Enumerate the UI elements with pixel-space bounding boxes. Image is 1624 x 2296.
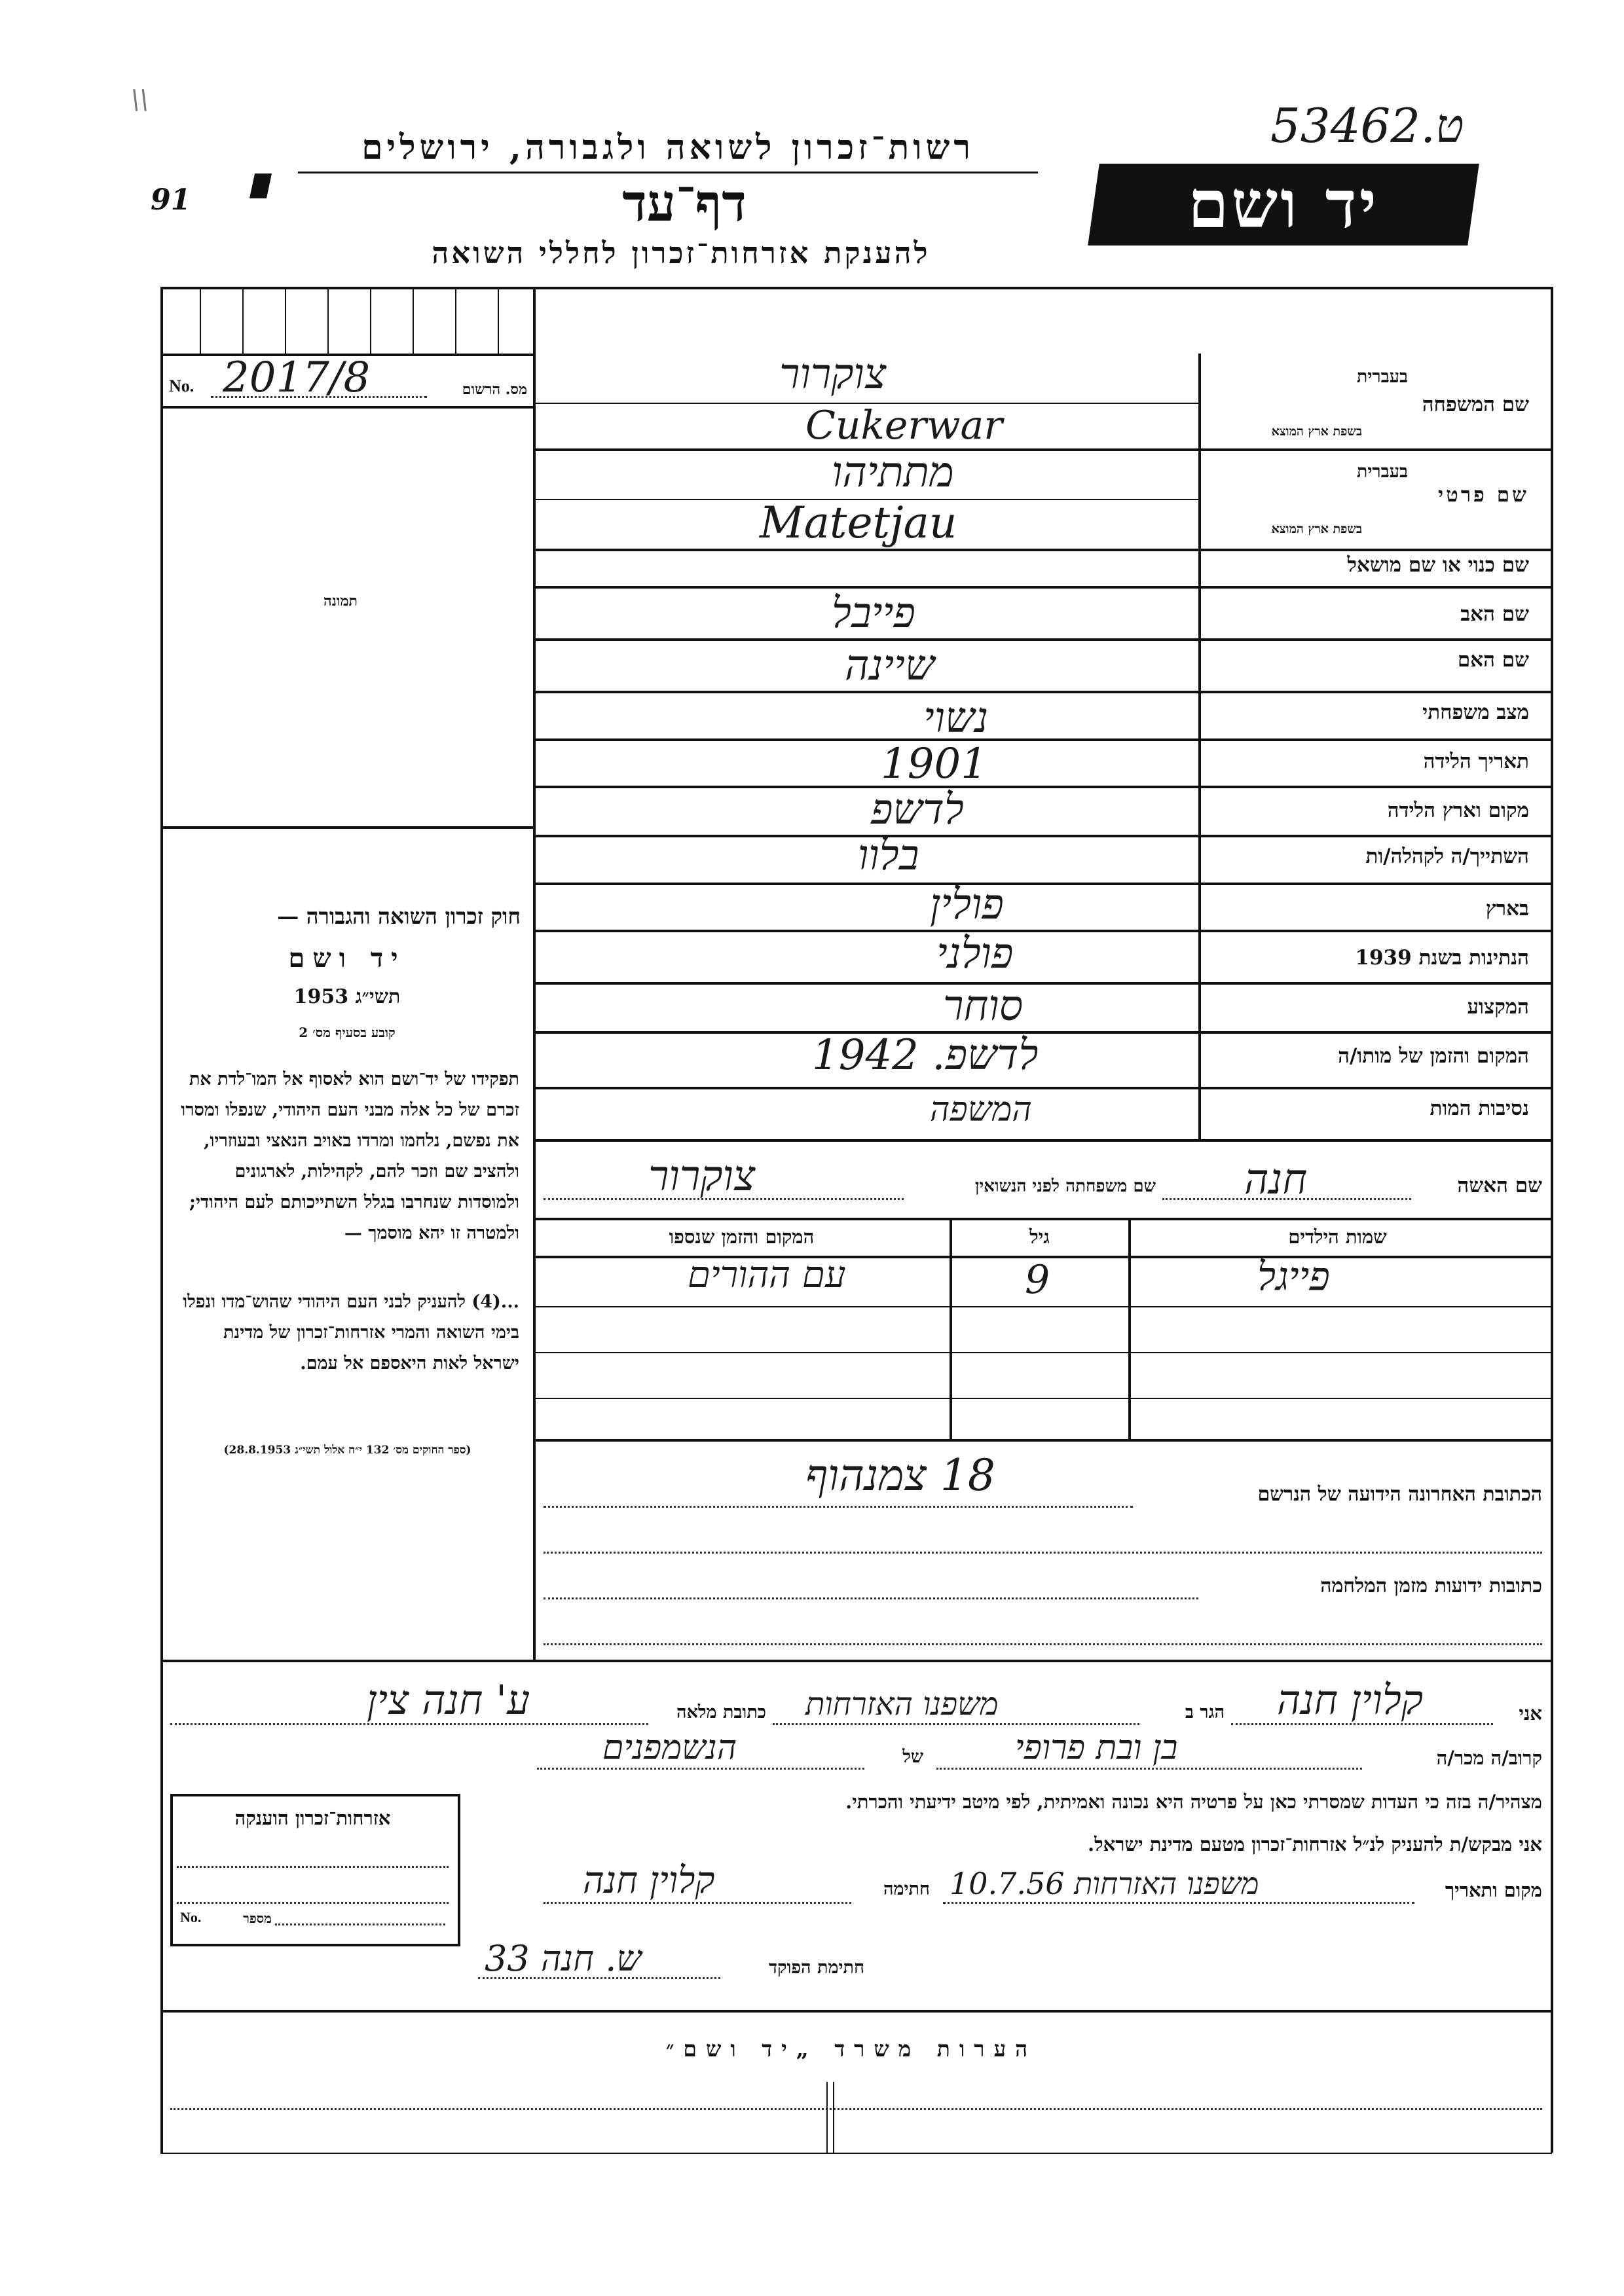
frame-top <box>160 287 1552 289</box>
birth-date-value: 1901 <box>881 740 987 788</box>
address-value: 18 צמנהוף <box>805 1450 995 1501</box>
page-number: 91 <box>151 183 191 217</box>
signature-label: חתימה <box>883 1879 930 1899</box>
frame-left <box>160 287 163 2153</box>
form-title: דף־עד <box>622 173 747 233</box>
law-year: תשי״ג 1953 <box>293 985 401 1008</box>
family-name-hebrew: צוקרור <box>779 350 887 399</box>
archive-number: 53ט.462 <box>1270 98 1464 153</box>
citizenship-label: הנתינות בשנת 1939 <box>1355 946 1529 970</box>
family-name-origin-label: בשפת ארץ המוצא <box>1271 424 1362 439</box>
family-name-origin: Cukerwar <box>805 403 1003 448</box>
child-name: פייגל <box>1257 1254 1330 1300</box>
mother-value: שיינה <box>845 642 935 690</box>
page-mark <box>249 173 272 198</box>
form-subtitle: להענקת אזרחות־זכרון לחללי השואה <box>432 236 931 270</box>
notes-title: הערות משרד „יד ושם״ <box>665 2036 1037 2062</box>
profession-value: סוחר <box>943 982 1024 1030</box>
first-name-hebrew: מתתיהו <box>832 448 954 497</box>
marital-label: מצב משפחתי <box>1422 701 1529 724</box>
children-header-names: שמות הילדים <box>1288 1226 1387 1248</box>
wife-label: שם האשה <box>1457 1174 1542 1197</box>
death-cause-label: נסיבות המות <box>1430 1097 1529 1120</box>
child-fate: עם ההורים <box>688 1254 846 1296</box>
father-label: שם האב <box>1460 602 1529 626</box>
declarant-name: קלוין חנה <box>1277 1676 1423 1724</box>
marital-value: נשוי <box>923 694 989 742</box>
nickname-label: שם כנוי או שם מושאל <box>1347 553 1529 577</box>
citizenship-no-label: No. <box>180 1909 202 1925</box>
maiden-name-label: שם משפחתה לפני הנשואין <box>974 1176 1156 1196</box>
statement-request: אני מבקש/ת להעניק לנ״ל אזרחות־זכרון מטעם מדינת ישראל. <box>1088 1833 1542 1855</box>
law-name: יד ושם <box>288 943 406 974</box>
law-title: חוק זכרון השואה והגבורה — <box>277 903 521 929</box>
law-citation: (ספר החוקים מס׳ 132 י״ח אלול תשי״ג 28.8.1953) <box>223 1444 471 1457</box>
logo-text: יד ושם <box>1188 166 1379 243</box>
registration-label: מס. הרשום <box>462 381 527 398</box>
birth-date-label: תאריך הלידה <box>1423 750 1529 773</box>
of-label: של <box>902 1747 923 1767</box>
statement-truth: מצהיר/ה בזה כי העדות שמסרתי כאן על פרטיה היא נכונה ואמיתית, לפי מיטב ידיעתי והכרתי. <box>845 1791 1542 1813</box>
label-column-divider <box>1198 354 1201 1139</box>
birth-place-label: מקום וארץ הלידה <box>1387 799 1529 822</box>
corner-mark: \\ <box>131 85 149 115</box>
maiden-name-value: צוקרור <box>648 1152 756 1201</box>
birth-place-value: לדשפ <box>871 786 964 834</box>
full-address-label: כתובת מלאה <box>676 1702 766 1722</box>
resides-value: משפנו האזרחות <box>805 1686 999 1722</box>
left-column-divider <box>533 288 536 1660</box>
child-age: 9 <box>1025 1257 1050 1303</box>
first-name-origin-label: בשפת ארץ המוצא <box>1271 522 1362 536</box>
officer-signature-value: ש. חנה 33 <box>485 1938 642 1979</box>
first-name-label: שם פרטי <box>1437 483 1529 507</box>
children-header-place: המקום והזמן שנספו <box>669 1226 815 1248</box>
authority-name: רשות־זכרון לשואה ולגבורה, ירושלים <box>361 128 974 168</box>
of-value: הנשמפנים <box>602 1728 737 1768</box>
wartime-address-label: כתובות ידועות מזמן המלחמה <box>1320 1575 1542 1597</box>
family-name-hebrew-label: בעברית <box>1356 367 1408 387</box>
father-value: פייבל <box>832 589 915 638</box>
mother-label: שם האם <box>1457 648 1529 672</box>
law-clause: קובע בסעיף מס׳ 2 <box>299 1025 396 1040</box>
place-date-label: מקום ותאריך <box>1445 1879 1542 1901</box>
full-address-value: ע' חנה צין <box>367 1676 530 1724</box>
citizenship-number-label: מספר <box>243 1910 272 1926</box>
community-value: בלוו <box>858 831 919 880</box>
community-label: השתייך/ה לקהלה/ות <box>1365 845 1529 868</box>
death-place-value: לדשפ. 1942 <box>812 1031 1039 1080</box>
address-label: הכתובת האחרונה הידועה של הנרשם <box>1257 1483 1542 1506</box>
citizenship-granted-title: אזרחות־זכרון הוענקה <box>234 1807 391 1829</box>
frame-right <box>1551 287 1553 2153</box>
family-name-label: שם המשפחה <box>1422 393 1529 416</box>
declarant-label: אני <box>1519 1702 1542 1724</box>
photo-label: תמונה <box>323 592 358 610</box>
relation-value: בן ובת פרופי <box>1015 1728 1178 1768</box>
death-place-label: המקום והזמן של מותו/ה <box>1338 1044 1529 1068</box>
place-date-value: משפנו האזרחות 10.7.56 <box>950 1866 1259 1901</box>
citizenship-value: פולני <box>936 930 1014 978</box>
relation-label: קרוב/ה מכר/ה <box>1436 1747 1542 1769</box>
country-value: פולין <box>930 881 1004 929</box>
wife-value: חנה <box>1244 1156 1308 1204</box>
country-label: בארץ <box>1485 897 1529 920</box>
death-cause-value: המשפה <box>930 1090 1032 1129</box>
law-body-clause4: ...(4) להעניק לבני העם היהודי שהוש־מדו ונפלו בימי השואה והמרי אזרחות־זכרון של מדינת ישראל לאות היאספם אל עמם. <box>183 1292 519 1374</box>
law-body: תפקידו של יד־ושם הוא לאסוף אל המו־לדת את זכרם של כל אלה מבני העם היהודי, שנפלו ומסרו את נפשם, נלחמו ומרדו באויב הנאצי ובעוזריו, ולהציב שם וזכר להם, לקהילות, לארגונים ולמוסדות שנחרבו בגלל השתייכותם לעם היהודי; ולמטרה זו יהא מוסמך — <box>181 1069 519 1243</box>
resides-label: הגר ב <box>1185 1702 1225 1722</box>
registration-no-label: No. <box>169 376 194 395</box>
children-header-age: גיל <box>1029 1226 1050 1248</box>
officer-signature-label: חתימת הפוקד <box>769 1958 864 1978</box>
profession-label: המקצוע <box>1467 995 1529 1019</box>
signature-value: קלוין חנה <box>583 1859 715 1902</box>
first-name-hebrew-label: בעברית <box>1356 462 1408 482</box>
registration-number: 2017/8 <box>223 354 371 402</box>
first-name-origin: Matetjau <box>760 498 957 548</box>
